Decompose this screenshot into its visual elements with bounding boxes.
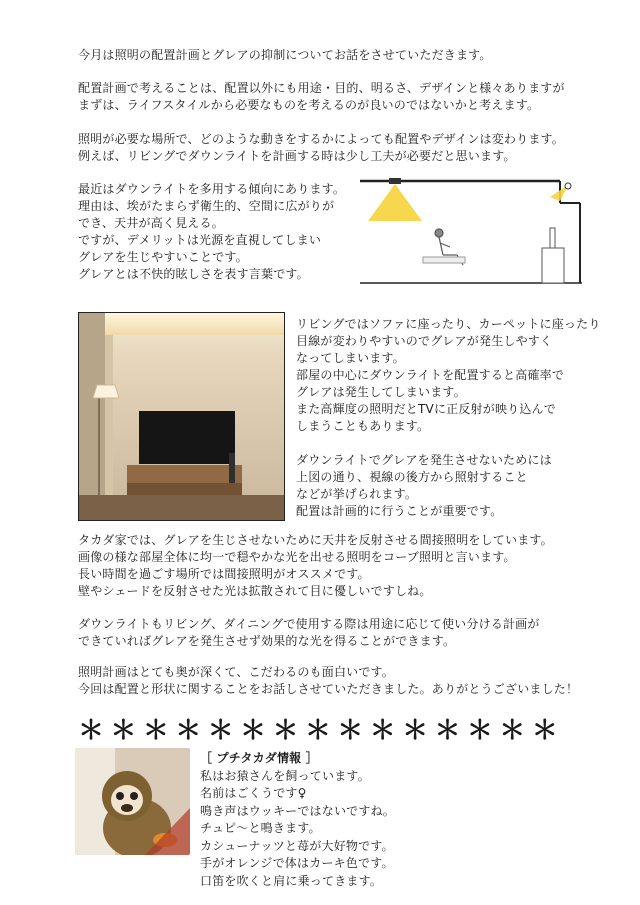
text-line: 上図の通り、視線の後方から照射すること (296, 470, 528, 484)
light-beam (368, 184, 422, 221)
text-line: 名前はごくうです♀ (200, 786, 307, 800)
location-paragraph (78, 131, 608, 165)
tv-stand (550, 228, 555, 248)
intro-paragraph (78, 47, 608, 64)
text-line: 照明が必要な場所で、どのような動きをするかによっても配置やデザインは変わります。 (78, 132, 564, 146)
text-line: しまうこともあります。 (296, 419, 430, 433)
text-line: ですが、デメリットは光源を直視してしまい (78, 233, 322, 247)
text-line: グレアは発生してしまいます。 (296, 385, 466, 399)
text-line: ダウンライトでグレアを発生させないためには (296, 453, 552, 467)
downlight-icon (565, 183, 571, 189)
cove-lighting-photo (78, 312, 285, 521)
text-line: 壁やシェードを反射させた光は拡散されて目に優しいですしね。 (78, 584, 432, 598)
downlight-icon (389, 178, 401, 184)
tv-icon (139, 411, 235, 464)
text-line: でき、天井が高く見える。 (78, 216, 224, 230)
cove-paragraph (78, 532, 608, 600)
star-glyph: ＊ (369, 716, 396, 746)
star-divider (78, 717, 558, 745)
text-line: 配置計画で考えることは、配置以外にも用途・目的、明るさ、デザインと様々ありますが (78, 81, 565, 95)
text-line: 私はお猿さんを飼っています。 (200, 768, 370, 783)
text-line: また高輝度の照明だとTVに正反射が映り込んで (296, 402, 556, 416)
text-line: できていればグレアを発生させず効果的な光を得ることができます。 (78, 634, 456, 648)
star-glyph: ＊ (207, 716, 234, 746)
floor (79, 495, 284, 520)
text-line: 口笛を吹くと肩に乗ってきます。 (200, 873, 383, 888)
text-line: などが挙げられます。 (296, 487, 418, 501)
text-line (296, 435, 596, 452)
star-glyph: ＊ (531, 716, 558, 746)
star-glyph: ＊ (142, 716, 170, 746)
star-glyph: ＊ (434, 716, 461, 746)
text-line: 照明計画はとても奥が深くて、こだわるのも面白いです。 (78, 665, 395, 679)
text-line: グレアとは不快的眩しさを表す言葉です。 (78, 267, 309, 281)
text-line: 今月は照明の配置計画とグレアの抑制についてお話をさせていただきます。 (78, 48, 492, 62)
text-line: 長い時間を過ごす場所では間接照明がオススメです。 (78, 567, 370, 581)
text-line: 配置は計画的に行うことが重要です。 (296, 504, 503, 518)
monkey-photo (75, 748, 190, 855)
text-line: カシューナッツと苺が大好物です。 (200, 838, 394, 853)
placement-paragraph (78, 80, 608, 114)
usage-paragraph (78, 616, 608, 650)
star-glyph: ＊ (240, 716, 267, 746)
star-glyph: ＊ (175, 716, 202, 746)
closing-paragraph (78, 664, 608, 698)
star-glyph: ＊ (304, 716, 332, 746)
star-glyph: ＊ (110, 716, 137, 746)
cove-light (79, 313, 284, 335)
living-paragraph (296, 316, 601, 520)
text-line: 目線が変わりやすいのでグレアが発生しやすく (296, 334, 553, 348)
trivia-section (200, 750, 460, 890)
text-line: チュピ～と鳴きます。 (200, 821, 321, 835)
text-line: なってしまいます。 (296, 351, 405, 365)
text-line: グレアを生じやすいことです。 (78, 250, 248, 264)
star-glyph: ＊ (78, 716, 105, 746)
downlight-diagram (360, 173, 582, 291)
text-line: 今回は配置と形状に関することをお話しさせていただきました。ありがとうございました！ (78, 682, 579, 696)
text-line: ダウンライトもリビング、ダイニングで使用する際は用途に応じて使い分ける計画が (78, 617, 540, 631)
trivia-heading: ［ プチタカダ情報 ］ (200, 751, 318, 765)
text-line: リビングではソファに座ったり、カーペットに座ったり (296, 317, 601, 331)
left-wall (79, 313, 105, 520)
text-line: 部屋の中心にダウンライトを配置すると高確率で (296, 368, 565, 382)
star-glyph: ＊ (499, 716, 526, 746)
star-glyph: ＊ (337, 716, 364, 746)
text-line: 理由は、埃がたまらず衛生的、空間に広がりが (78, 199, 335, 213)
star-glyph: ＊ (466, 716, 494, 746)
text-line: タカダ家では、グレアを生じさせないために天井を反射させる間接照明をしています。 (78, 533, 553, 547)
downlight-paragraph (78, 181, 348, 283)
cabinet (542, 248, 564, 283)
text-line: 鳴き声はウッキーではないですね。 (200, 803, 395, 818)
sofa (423, 257, 465, 263)
text-line: まずは、ライフスタイルから必要なものを考えるのが良いのではないかと考えます。 (78, 98, 540, 112)
text-line: 例えば、リビングでダウンライトを計画する時は少し工夫が必要だと思います。 (78, 149, 516, 163)
text-line: 最近はダウンライトを多用する傾向にあります。 (78, 182, 346, 196)
star-glyph: ＊ (402, 716, 429, 746)
text-line: 手がオレンジで体はカーキ色です。 (200, 856, 394, 870)
floor-lamp-icon (93, 385, 119, 398)
text-line: 画像の様な部屋全体に均一で穏やかな光を出せる照明をコーブ照明と言います。 (78, 550, 516, 564)
star-glyph: ＊ (272, 716, 299, 746)
